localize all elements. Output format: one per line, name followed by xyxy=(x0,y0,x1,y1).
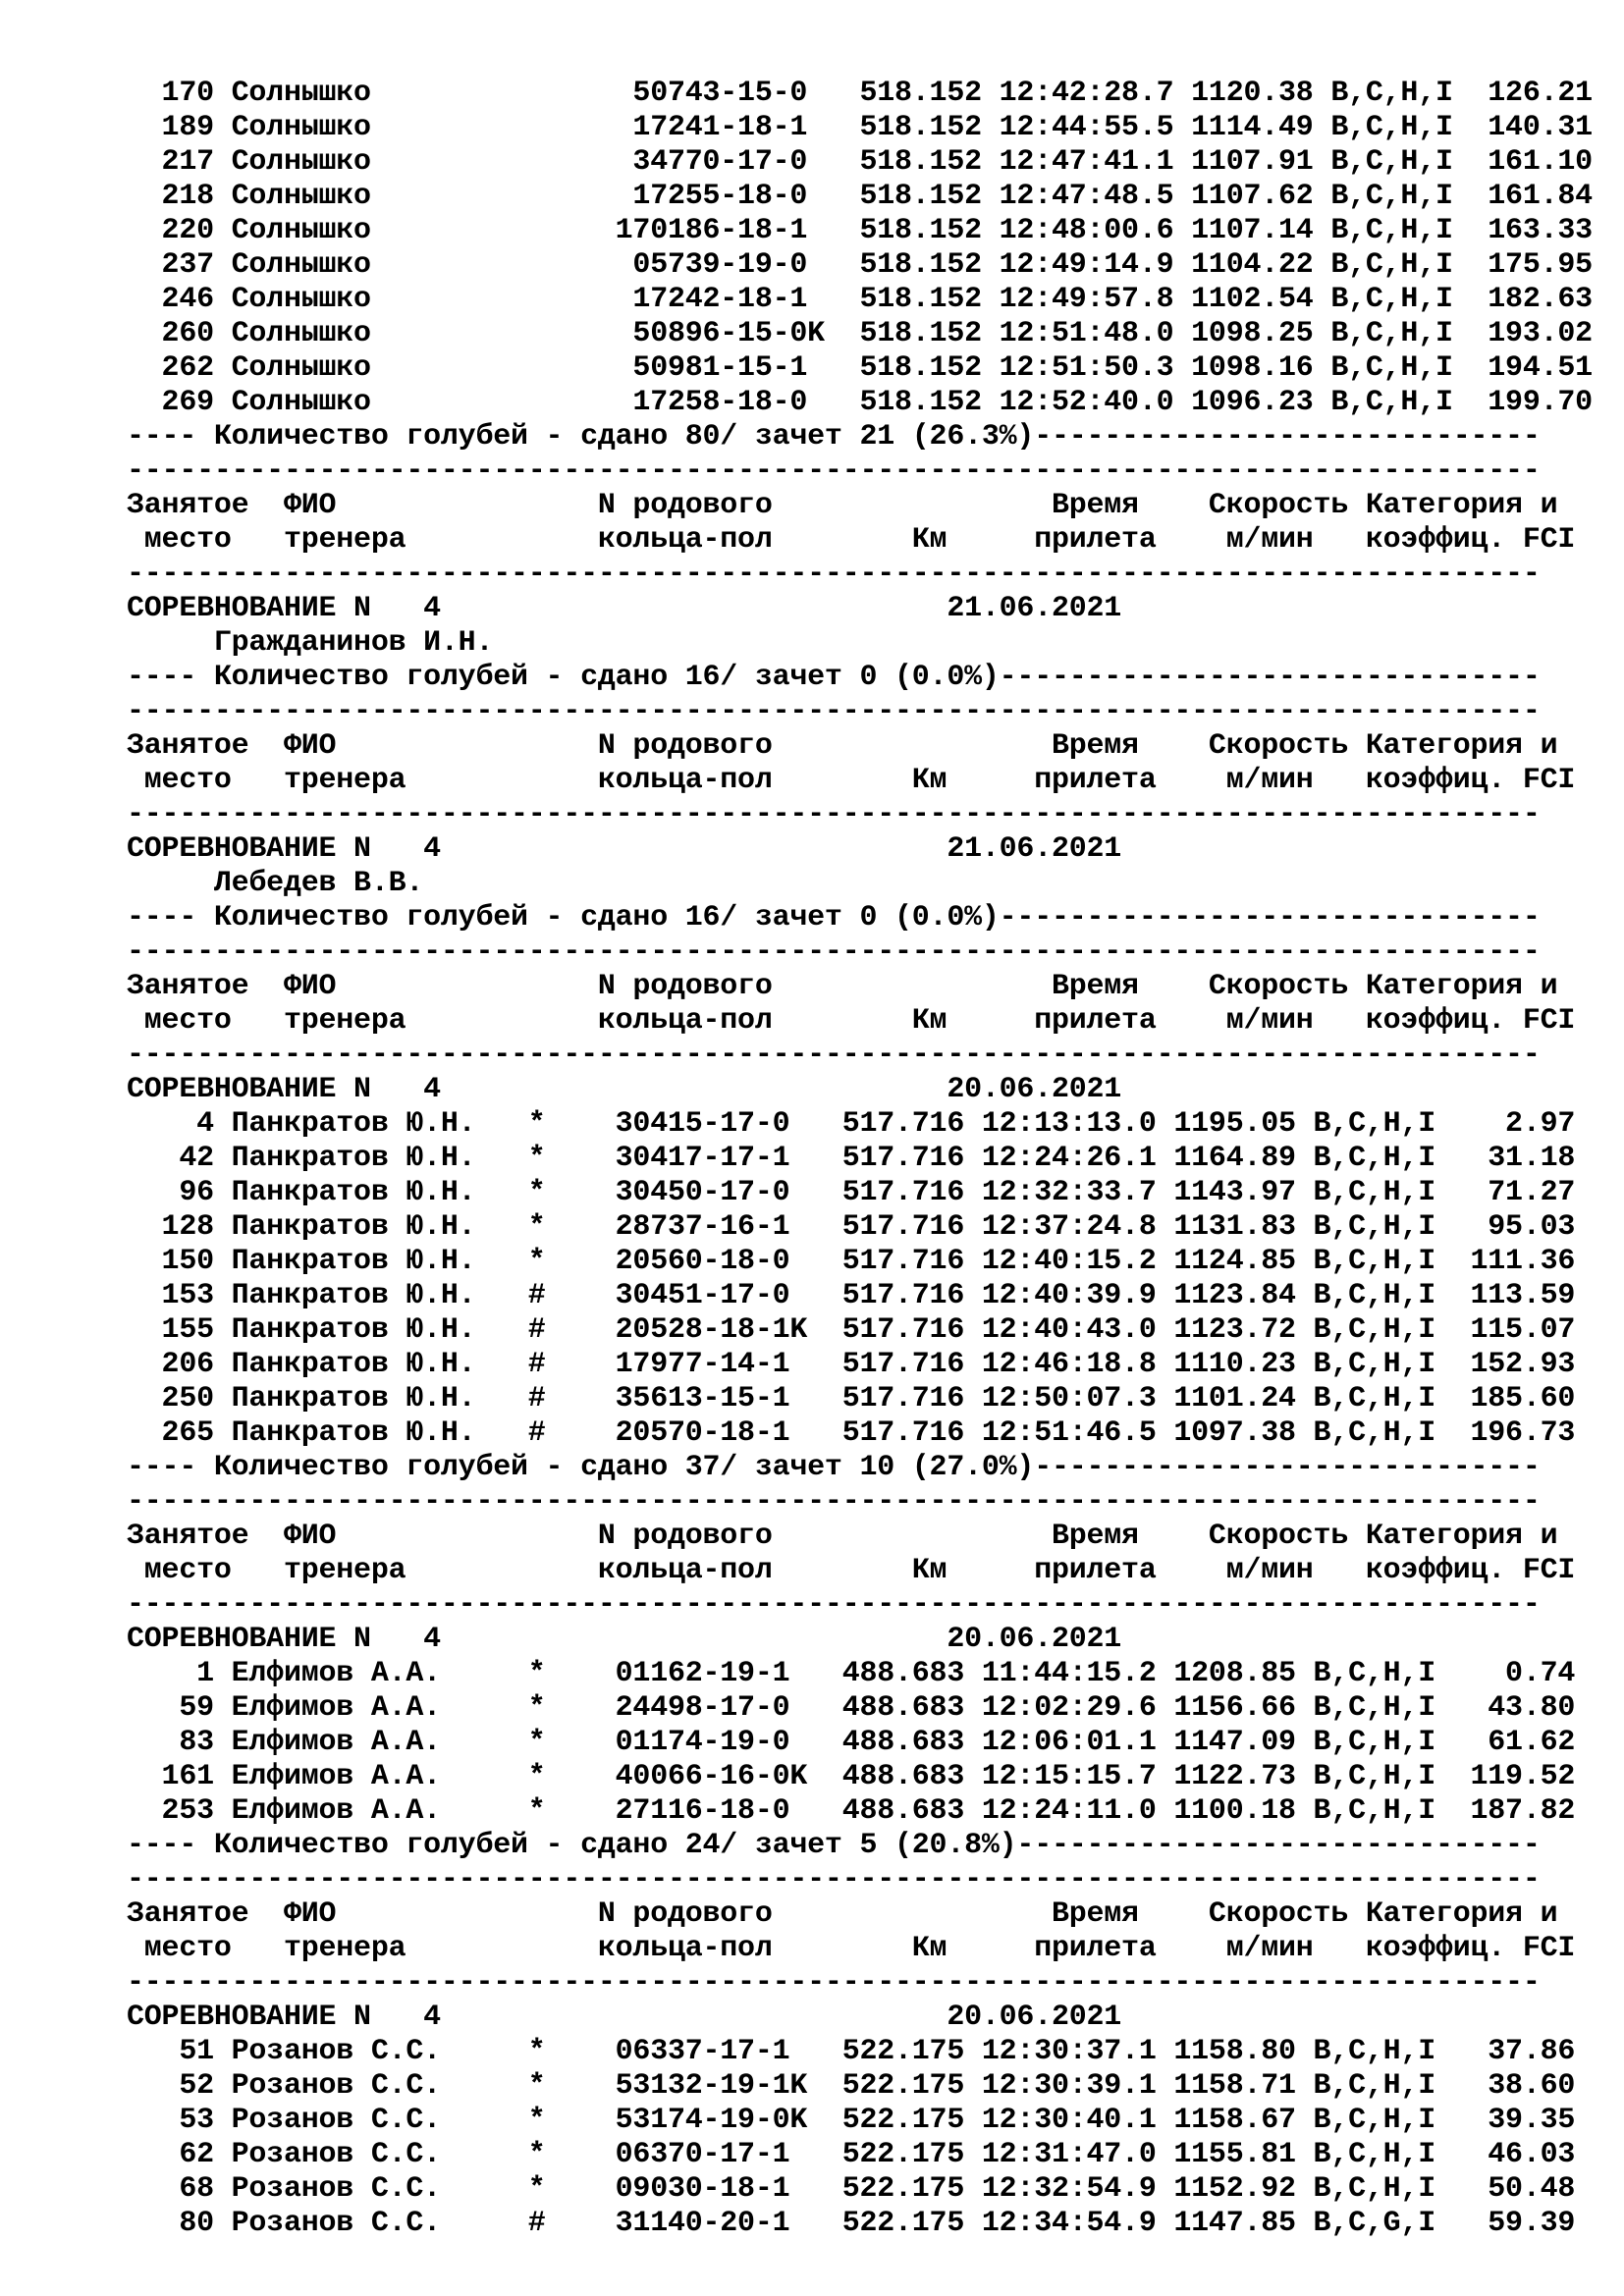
separator-line: --------------------------------------------------------------------------------- xyxy=(127,935,1541,969)
separator-line: --------------------------------------------------------------------------------- xyxy=(127,1588,1541,1622)
trainer-name: 4 Панкратов Ю.Н. * 30415-17-0 517.716 12:13:13.0 1195.05 B,C,H,I 2.97 xyxy=(127,1107,1576,1141)
column-header: Занятое ФИО N родового Время Скорость Категория и xyxy=(127,729,1558,763)
trainer-name: 253 Елфимов А.А. * 27116-18-0 488.683 12:24:11.0 1100.18 B,C,H,I 187.82 xyxy=(127,1794,1576,1828)
competition-header: СОРЕВНОВАНИЕ N 4 20.06.2021 xyxy=(127,2001,1122,2034)
separator-line: --------------------------------------------------------------------------------- xyxy=(127,1039,1541,1072)
column-header: Занятое ФИО N родового Время Скорость Категория и xyxy=(127,1520,1558,1553)
summary-line: ---- Количество голубей - сдано 24/ зачет 5 (20.8%)------------------------------ xyxy=(127,1829,1541,1862)
trainer-name: 51 Розанов С.С. * 06337-17-1 522.175 12:30:37.1 1158.80 B,C,H,I 37.86 xyxy=(127,2035,1576,2068)
column-header: Занятое ФИО N родового Время Скорость Категория и xyxy=(127,489,1558,522)
trainer-name: 53 Розанов С.С. * 53174-19-0K 522.175 12:30:40.1 1158.67 B,C,H,I 39.35 xyxy=(127,2104,1576,2137)
separator-line: --------------------------------------------------------------------------------- xyxy=(127,1863,1541,1896)
trainer-name: 150 Панкратов Ю.Н. * 20560-18-0 517.716 12:40:15.2 1124.85 B,C,H,I 111.36 xyxy=(127,1245,1576,1278)
separator-line: --------------------------------------------------------------------------------- xyxy=(127,1966,1541,2000)
trainer-name: 62 Розанов С.С. * 06370-17-1 522.175 12:31:47.0 1155.81 B,C,H,I 46.03 xyxy=(127,2138,1576,2171)
trainer-name: 96 Панкратов Ю.Н. * 30450-17-0 517.716 12:32:33.7 1143.97 B,C,H,I 71.27 xyxy=(127,1176,1576,1209)
trainer-name: Лебедев В.В. xyxy=(127,867,424,900)
trainer-name: 189 Солнышко 17241-18-1 518.152 12:44:55.5 1114.49 B,C,H,I 140.31 xyxy=(127,111,1593,144)
trainer-name: 52 Розанов С.С. * 53132-19-1K 522.175 12:30:39.1 1158.71 B,C,H,I 38.60 xyxy=(127,2069,1576,2103)
summary-line: ---- Количество голубей - сдано 16/ зачет 0 (0.0%)------------------------------- xyxy=(127,901,1541,934)
trainer-name: 206 Панкратов Ю.Н. # 17977-14-1 517.716 12:46:18.8 1110.23 B,C,H,I 152.93 xyxy=(127,1348,1576,1381)
trainer-name: 250 Панкратов Ю.Н. # 35613-15-1 517.716 12:50:07.3 1101.24 B,C,H,I 185.60 xyxy=(127,1382,1576,1415)
summary-line: ---- Количество голубей - сдано 80/ зачет 21 (26.3%)----------------------------- xyxy=(127,420,1541,454)
trainer-name: 161 Елфимов А.А. * 40066-16-0K 488.683 12:15:15.7 1122.73 B,C,H,I 119.52 xyxy=(127,1760,1576,1793)
trainer-name: 1 Елфимов А.А. * 01162-19-1 488.683 11:44:15.2 1208.85 B,C,H,I 0.74 xyxy=(127,1657,1576,1690)
competition-header: СОРЕВНОВАНИЕ N 4 20.06.2021 xyxy=(127,1073,1122,1106)
trainer-name: 42 Панкратов Ю.Н. * 30417-17-1 517.716 12:24:26.1 1164.89 B,C,H,I 31.18 xyxy=(127,1142,1576,1175)
trainer-name: 262 Солнышко 50981-15-1 518.152 12:51:50.3 1098.16 B,C,H,I 194.51 xyxy=(127,351,1593,385)
trainer-name: 220 Солнышко 170186-18-1 518.152 12:48:00.6 1107.14 B,C,H,I 163.33 xyxy=(127,214,1593,247)
summary-line: ---- Количество голубей - сдано 16/ зачет 0 (0.0%)------------------------------- xyxy=(127,661,1541,694)
trainer-name: 153 Панкратов Ю.Н. # 30451-17-0 517.716 12:40:39.9 1123.84 B,C,H,I 113.59 xyxy=(127,1279,1576,1312)
column-header: Занятое ФИО N родового Время Скорость Категория и xyxy=(127,1897,1558,1931)
trainer-name: 269 Солнышко 17258-18-0 518.152 12:52:40.0 1096.23 B,C,H,I 199.70 xyxy=(127,386,1593,419)
competition-header: СОРЕВНОВАНИЕ N 4 21.06.2021 xyxy=(127,832,1122,866)
trainer-name: 260 Солнышко 50896-15-0K 518.152 12:51:48.0 1098.25 B,C,H,I 193.02 xyxy=(127,317,1593,350)
separator-line: --------------------------------------------------------------------------------- xyxy=(127,695,1541,728)
trainer-name: 68 Розанов С.С. * 09030-18-1 522.175 12:32:54.9 1152.92 B,C,H,I 50.48 xyxy=(127,2172,1576,2206)
separator-line: --------------------------------------------------------------------------------- xyxy=(127,1485,1541,1519)
trainer-name: 128 Панкратов Ю.Н. * 28737-16-1 517.716 12:37:24.8 1131.83 B,C,H,I 95.03 xyxy=(127,1210,1576,1244)
trainer-name: 155 Панкратов Ю.Н. # 20528-18-1K 517.716 12:40:43.0 1123.72 B,C,H,I 115.07 xyxy=(127,1313,1576,1347)
trainer-name: 170 Солнышко 50743-15-0 518.152 12:42:28.7 1120.38 B,C,H,I 126.21 xyxy=(127,77,1593,110)
summary-line: ---- Количество голубей - сдано 37/ зачет 10 (27.0%)----------------------------- xyxy=(127,1451,1541,1484)
competition-header: СОРЕВНОВАНИЕ N 4 20.06.2021 xyxy=(127,1623,1122,1656)
separator-line: --------------------------------------------------------------------------------- xyxy=(127,454,1541,488)
column-header: место тренера кольца-пол Км прилета м/мин коэффиц. FCI xyxy=(127,1554,1576,1587)
trainer-name: 237 Солнышко 05739-19-0 518.152 12:49:14.9 1104.22 B,C,H,I 175.95 xyxy=(127,248,1593,282)
competition-header: СОРЕВНОВАНИЕ N 4 21.06.2021 xyxy=(127,592,1122,625)
trainer-name: 218 Солнышко 17255-18-0 518.152 12:47:48.5 1107.62 B,C,H,I 161.84 xyxy=(127,180,1593,213)
trainer-name: 59 Елфимов А.А. * 24498-17-0 488.683 12:02:29.6 1156.66 B,C,H,I 43.80 xyxy=(127,1691,1576,1725)
results-printout xyxy=(127,77,1593,2241)
trainer-name: Гражданинов И.Н. xyxy=(127,626,494,660)
column-header: место тренера кольца-пол Км прилета м/мин коэффиц. FCI xyxy=(127,764,1576,797)
trainer-name: 80 Розанов С.С. # 31140-20-1 522.175 12:34:54.9 1147.85 B,C,G,I 59.39 xyxy=(127,2207,1576,2240)
column-header: Занятое ФИО N родового Время Скорость Категория и xyxy=(127,970,1558,1003)
trainer-name: 83 Елфимов А.А. * 01174-19-0 488.683 12:06:01.1 1147.09 B,C,H,I 61.62 xyxy=(127,1726,1576,1759)
separator-line: --------------------------------------------------------------------------------- xyxy=(127,798,1541,831)
separator-line: --------------------------------------------------------------------------------- xyxy=(127,558,1541,591)
trainer-name: 217 Солнышко 34770-17-0 518.152 12:47:41.1 1107.91 B,C,H,I 161.10 xyxy=(127,145,1593,179)
column-header: место тренера кольца-пол Км прилета м/мин коэффиц. FCI xyxy=(127,1932,1576,1965)
trainer-name: 246 Солнышко 17242-18-1 518.152 12:49:57.8 1102.54 B,C,H,I 182.63 xyxy=(127,283,1593,316)
trainer-name: 265 Панкратов Ю.Н. # 20570-18-1 517.716 12:51:46.5 1097.38 B,C,H,I 196.73 xyxy=(127,1416,1576,1450)
column-header: место тренера кольца-пол Км прилета м/мин коэффиц. FCI xyxy=(127,523,1576,557)
column-header: место тренера кольца-пол Км прилета м/мин коэффиц. FCI xyxy=(127,1004,1576,1038)
